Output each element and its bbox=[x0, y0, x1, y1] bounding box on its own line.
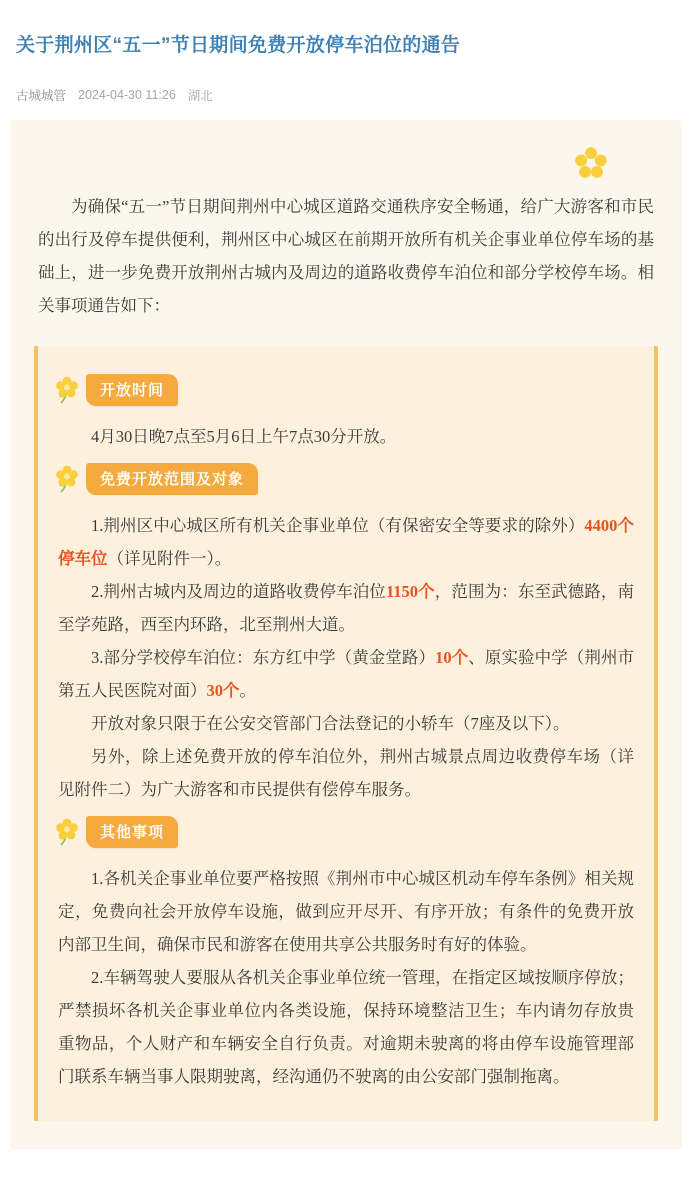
meta-source: 古城城管 bbox=[16, 89, 67, 104]
scope-eligibility: 开放对象只限于在公安交管部门合法登记的小轿车（7座及以下）。 bbox=[91, 714, 570, 734]
scope-item-1-text: 1.荆州区中心城区所有机关企事业单位（有保密安全等要求的除外） bbox=[91, 516, 585, 536]
flower-icon bbox=[54, 464, 80, 494]
article-meta bbox=[0, 72, 692, 120]
scope-item-1-count: 4400个停车位 bbox=[58, 516, 635, 569]
scope-item-3 bbox=[58, 641, 634, 707]
scope-item-2 bbox=[58, 575, 634, 641]
intro-paragraph: 为确保“五一”节日期间荆州中心城区道路交通秩序安全畅通，给广大游客和市民的出行及停车提供便利，荆州区中心城区在前期开放所有机关企事业单位停车场的基础上，进一步免费开放荆州古城内及周边的道路收费停车泊位和部分学校停车场。相关事项通告如下： bbox=[38, 197, 654, 316]
article-body-card bbox=[10, 120, 682, 1149]
scope-item-3-tail: 。 bbox=[239, 681, 256, 701]
section-label: 免费开放范围及对象 bbox=[86, 463, 258, 495]
scope-paid-parking: 另外，除上述免费开放的停车泊位外，荆州古城景点周边收费停车场（详见附件二）为广大游客和市民提供有偿停车服务。 bbox=[58, 747, 634, 800]
meta-location: 湖北 bbox=[187, 89, 213, 104]
flower-icon bbox=[54, 817, 80, 847]
scope-item-1-tail: （详见附件一）。 bbox=[107, 549, 232, 569]
open-time-text: 4月30日晚7点至5月6日上午7点30分开放。 bbox=[91, 427, 397, 447]
section-label: 其他事项 bbox=[86, 816, 178, 848]
flower-icon bbox=[54, 375, 80, 405]
other-item-2: 2.车辆驾驶人要服从各机关企事业单位统一管理，在指定区域按顺序停放；严禁损坏各机关企事业单位内各类设施，保持环境整洁卫生；车内请勿存放贵重物品，个人财产和车辆安全自行负责。对逾期未驶离的将由停车设施管理部门联系车辆当事人限期驶离，经沟通仍不驶离的由公安部门强制拖离。 bbox=[58, 968, 634, 1087]
section-scope bbox=[52, 463, 640, 806]
scope-item-2-tail: ，范围为：东至武德路，南至学苑路，西至内环路，北至荆州大道。 bbox=[58, 582, 635, 635]
other-item-1: 1.各机关企事业单位要严格按照《荆州市中心城区机动车停车条例》相关规定，免费向社会开放停车设施，做到应开尽开、有序开放；有条件的免费开放内部卫生间，确保市民和游客在使用共享公共服务时有好的体验。 bbox=[58, 869, 634, 955]
section-heading bbox=[54, 816, 640, 848]
meta-timestamp: 2024-04-30 11:26 bbox=[78, 88, 176, 103]
section-open-time bbox=[52, 374, 640, 453]
section-label: 开放时间 bbox=[86, 374, 178, 406]
section-heading bbox=[54, 463, 640, 495]
scope-item-3-text: 3.部分学校停车泊位：东方红中学（黄金堂路） bbox=[91, 648, 436, 668]
scope-item-1 bbox=[58, 509, 634, 575]
scope-item-3-count-b: 30个 bbox=[206, 681, 240, 701]
scope-item-3-count-a: 10个 bbox=[435, 648, 469, 668]
page-title: 关于荆州区“五一”节日期间免费开放停车泊位的通告 bbox=[16, 34, 461, 56]
section-other bbox=[52, 816, 640, 1093]
section-heading bbox=[54, 374, 640, 406]
scope-item-2-text: 2.荆州古城内及周边的道路收费停车泊位 bbox=[91, 582, 386, 602]
flower-icon bbox=[574, 146, 608, 180]
notice-panel bbox=[34, 346, 658, 1121]
scope-item-2-count: 1150个 bbox=[385, 582, 435, 602]
scope-item-3-mid: 、原实验中学（荆州市第五人民医院对面） bbox=[58, 648, 635, 701]
